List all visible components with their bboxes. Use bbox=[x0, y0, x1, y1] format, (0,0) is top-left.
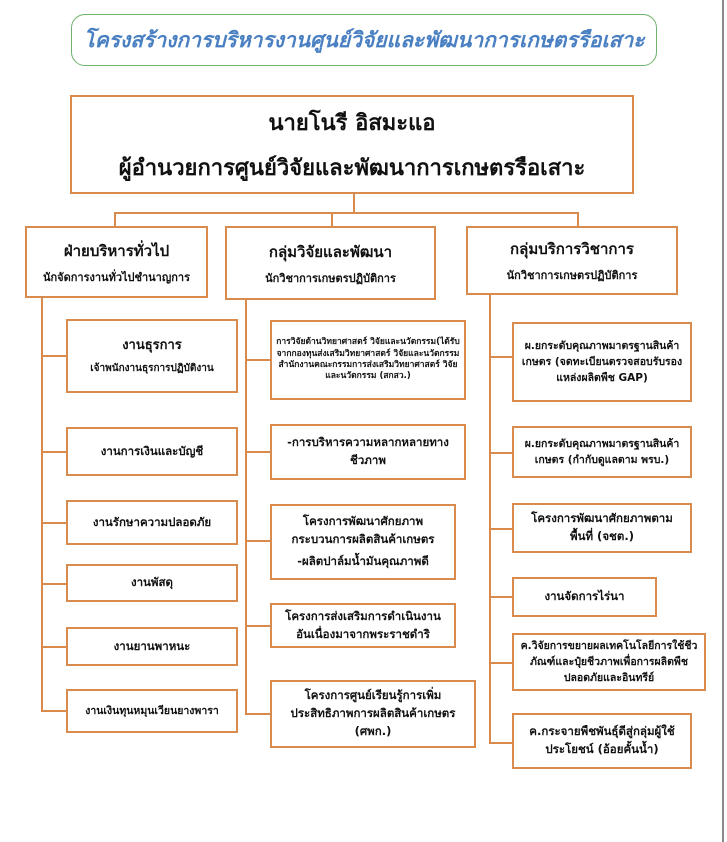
diagram-title-box bbox=[71, 14, 657, 66]
department-name: กลุ่มวิจัยและพัฒนา bbox=[268, 242, 393, 261]
connector bbox=[489, 356, 512, 358]
connector bbox=[245, 540, 270, 542]
unit-box bbox=[270, 680, 476, 748]
connector bbox=[489, 528, 512, 530]
unit-box bbox=[512, 713, 692, 769]
department-subtitle: นักวิชาการเกษตรปฏิบัติการ bbox=[506, 269, 638, 282]
unit-box bbox=[66, 319, 238, 393]
unit-box bbox=[270, 504, 456, 580]
department-box-academic-service bbox=[466, 226, 678, 295]
unit-label: การวิจัยด้านวิทยาศาสตร์ วิจัยและนวัตกรรม(ได้รับจากกองทุนส่งเสริมวิทยาศาสตร์ วิจัยและนวัตกรรม สำนักงานคณะกรรมการส่งเสริมวิทยาศาสตร์ วิจัยและนวัตกรรม (สกสว.) bbox=[276, 337, 460, 382]
unit-label: งานพัสดุ bbox=[130, 575, 173, 590]
unit-box bbox=[66, 564, 238, 602]
connector bbox=[245, 359, 270, 361]
department-subtitle: นักจัดการงานทั่วไปชำนาญการ bbox=[43, 270, 190, 284]
unit-box bbox=[270, 424, 466, 480]
unit-label: โครงการพัฒนาศักยภาพตามพื้นที่ (จชต.) bbox=[531, 511, 673, 543]
department-name: กลุ่มบริการวิชาการ bbox=[510, 240, 634, 258]
connector bbox=[245, 299, 247, 715]
unit-box bbox=[512, 322, 692, 402]
director-name: นายโนรี อิสมะแอ bbox=[268, 110, 436, 136]
connector bbox=[353, 193, 355, 213]
department-box-general-admin bbox=[25, 226, 208, 298]
unit-box bbox=[512, 633, 706, 691]
connector bbox=[41, 297, 43, 711]
connector bbox=[489, 596, 512, 598]
director-box bbox=[70, 95, 634, 194]
unit-box bbox=[512, 503, 692, 553]
unit-label: โครงการส่งเสริมการดำเนินงานอันเนื่องมาจากพระราชดำริ bbox=[285, 608, 441, 641]
connector bbox=[577, 212, 579, 227]
unit-label: ผ.ยกระดับคุณภาพมาตรฐานสินค้าเกษตร (กำกับดูแลตาม พรบ.) bbox=[524, 437, 680, 466]
connector bbox=[245, 625, 270, 627]
diagram-title: โครงสร้างการบริหารงานศูนย์วิจัยและพัฒนาการเกษตรรือเสาะ bbox=[83, 27, 645, 52]
unit-box bbox=[66, 500, 238, 545]
connector bbox=[41, 451, 66, 453]
connector bbox=[489, 452, 512, 454]
unit-label: โครงการพัฒนาศักยภาพกระบวนการผลิตสินค้าเกษตร bbox=[291, 514, 435, 547]
unit-box bbox=[512, 577, 657, 617]
unit-label: งานธุรการ bbox=[122, 338, 182, 354]
page-edge-divider bbox=[722, 0, 724, 842]
connector bbox=[489, 742, 512, 744]
unit-label: โครงการศูนย์เรียนรู้การเพิ่มประสิทธิภาพการผลิตสินค้าเกษตร (ศพก.) bbox=[290, 688, 456, 738]
unit-label: งานเงินทุนหมุนเวียนยางพารา bbox=[85, 704, 219, 717]
unit-subtitle: เจ้าพนักงานธุรการปฏิบัติงาน bbox=[90, 362, 214, 374]
unit-label: ค.กระจายพืชพันธุ์ดีสู่กลุ่มผู้ใช้ประโยชน์ (อ้อยคั้นน้ำ) bbox=[529, 724, 675, 756]
director-title: ผู้อำนวยการศูนย์วิจัยและพัฒนาการเกษตรรือเสาะ bbox=[118, 155, 586, 181]
connector bbox=[331, 212, 333, 227]
connector bbox=[489, 294, 491, 743]
unit-label: -การบริหารความหลากหลายทางชีวภาพ bbox=[287, 435, 449, 467]
connector bbox=[41, 522, 66, 524]
unit-label: งานจัดการไร่นา bbox=[544, 589, 625, 604]
connector bbox=[41, 583, 66, 585]
unit-label: ค.วิจัยการขยายผลเทคโนโลยีการใช้ชีวภัณฑ์และปุ๋ยชีวภาพเพื่อการผลิตพืชปลอดภัยและอินทรีย์ bbox=[520, 639, 698, 685]
connector bbox=[245, 451, 270, 453]
unit-box bbox=[270, 603, 456, 648]
unit-box bbox=[66, 689, 238, 733]
unit-box bbox=[66, 627, 238, 666]
unit-label: ผ.ยกระดับคุณภาพมาตรฐานสินค้าเกษตร (จดทะเบียนตรวจสอบรับรองแหล่งผลิตพืช GAP) bbox=[521, 339, 683, 385]
unit-subtitle: -ผลิตปาล์มน้ำมันคุณภาพดี bbox=[297, 553, 429, 568]
unit-box bbox=[270, 320, 466, 400]
unit-box bbox=[66, 427, 238, 476]
unit-box bbox=[512, 426, 692, 478]
unit-label: งานการเงินและบัญชี bbox=[100, 443, 204, 458]
connector bbox=[41, 710, 66, 712]
connector bbox=[41, 646, 66, 648]
department-name: ฝ่ายบริหารทั่วไป bbox=[63, 241, 170, 260]
connector bbox=[41, 355, 66, 357]
connector bbox=[114, 212, 578, 214]
connector bbox=[489, 662, 512, 664]
department-box-research bbox=[225, 226, 436, 300]
department-subtitle: นักวิชาการเกษตรปฏิบัติการ bbox=[265, 271, 396, 285]
connector bbox=[114, 212, 116, 227]
unit-label: งานรักษาความปลอดภัย bbox=[92, 514, 212, 529]
unit-label: งานยานพาหนะ bbox=[113, 638, 191, 653]
connector bbox=[245, 713, 270, 715]
